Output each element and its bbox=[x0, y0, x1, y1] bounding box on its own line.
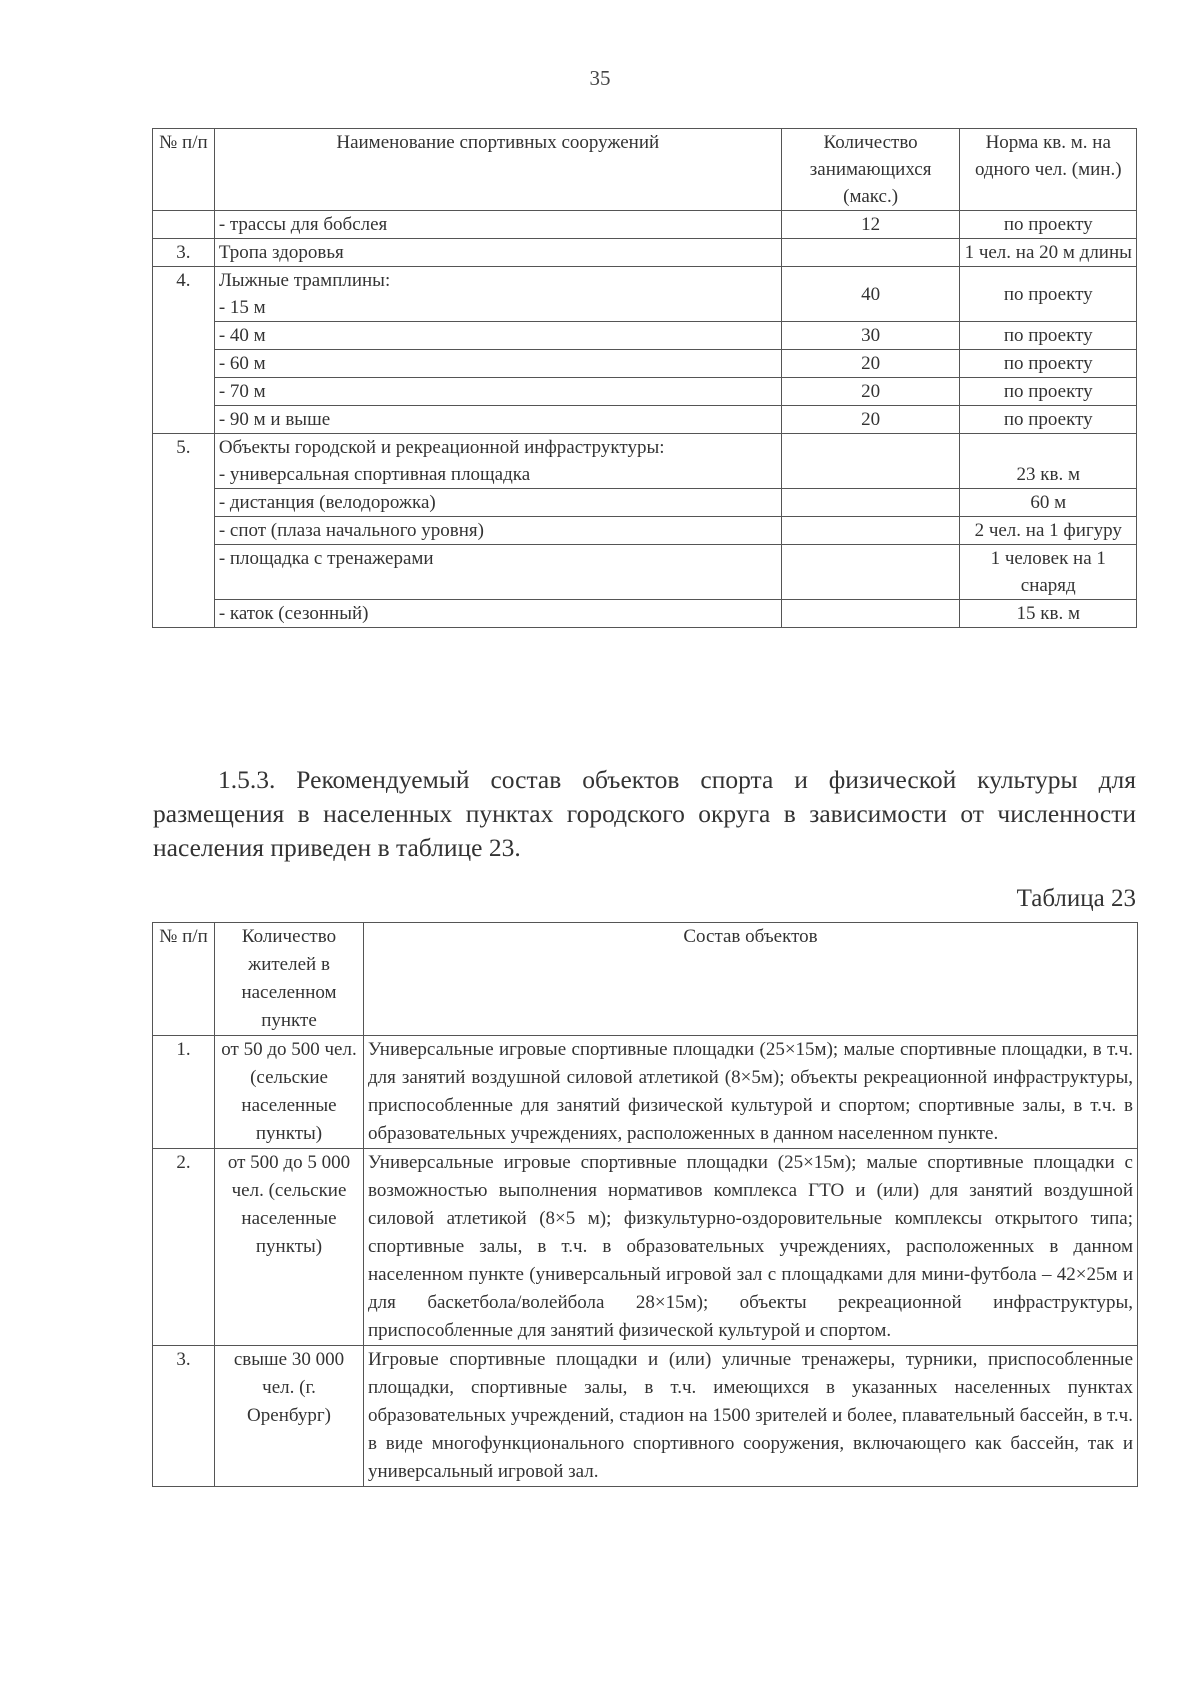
row-num bbox=[153, 211, 215, 239]
row-count: 40 bbox=[781, 267, 960, 322]
table-row bbox=[153, 600, 1137, 628]
header-num: № п/п bbox=[153, 923, 215, 1036]
header-population: Количество жителей в населенном пункте bbox=[215, 923, 364, 1036]
header-composition: Состав объектов bbox=[364, 923, 1138, 1036]
header-name: Наименование спортивных сооружений bbox=[214, 129, 781, 211]
row-name: - 60 м bbox=[214, 350, 781, 378]
row-count bbox=[781, 600, 960, 628]
row-name: - каток (сезонный) bbox=[214, 600, 781, 628]
row-name: - 90 м и выше bbox=[214, 406, 781, 434]
table-caption: Таблица 23 bbox=[1016, 885, 1136, 912]
row-norm: 1 человек на 1 снаряд bbox=[960, 545, 1137, 600]
row-composition: Универсальные игровые спортивные площадки (25×15м); малые спортивные площадки, в т.ч. для занятий воздушной силовой атлетикой (8×5м); объекты рекреационной инфраструктуры, приспособленные для занятий физической культурой и спортом; спортивные залы, в т.ч. в образовательных учреждениях, расположенных в данном населенном пункте. bbox=[364, 1036, 1138, 1149]
row-norm: 23 кв. м bbox=[960, 434, 1137, 489]
row-name: - 40 м bbox=[214, 322, 781, 350]
body-paragraph bbox=[153, 763, 1136, 865]
header-num: № п/п bbox=[153, 129, 215, 211]
row-count: 12 bbox=[781, 211, 960, 239]
row-norm: 60 м bbox=[960, 489, 1137, 517]
table-row bbox=[153, 434, 1137, 489]
row-name-line: - 15 м bbox=[218, 297, 266, 318]
row-count: 20 bbox=[781, 378, 960, 406]
row-count: 20 bbox=[781, 350, 960, 378]
header-norm: Норма кв. м. на одного чел. (мин.) bbox=[960, 129, 1137, 211]
row-composition: Универсальные игровые спортивные площадки (25×15м); малые спортивные площадки с возможностью выполнения нормативов комплекса ГТО и (или) для занятий воздушной силовой атлетикой (8×5 м); физкультурно-оздоровительные комплексы открытого типа; спортивные залы, в т.ч. в образовательных учреждениях, расположенных в данном населенном пункте (универсальный игровой зал с площадками для мини-футбола – 42×25м и для баскетбола/волейбола 28×15м); объекты рекреационной инфраструктуры, приспособленные для занятий физической культурой и спортом. bbox=[364, 1149, 1138, 1346]
row-count bbox=[781, 545, 960, 600]
table-row bbox=[153, 211, 1137, 239]
table-row bbox=[153, 322, 1137, 350]
row-norm: 1 чел. на 20 м длины bbox=[960, 239, 1137, 267]
row-population: от 50 до 500 чел. (сельские населенные пункты) bbox=[215, 1036, 364, 1149]
row-name: Тропа здоровья bbox=[214, 239, 781, 267]
row-name bbox=[214, 434, 781, 489]
row-count: 30 bbox=[781, 322, 960, 350]
row-norm: по проекту bbox=[960, 350, 1137, 378]
table-row bbox=[153, 239, 1137, 267]
row-name: - спот (плаза начального уровня) bbox=[214, 517, 781, 545]
row-num: 3. bbox=[153, 1346, 215, 1487]
table-row bbox=[153, 406, 1137, 434]
row-name-line: Лыжные трамплины: bbox=[218, 270, 391, 291]
row-norm: по проекту bbox=[960, 406, 1137, 434]
paragraph-text: 1.5.3. Рекомендуемый состав объектов спорта и физической культуры для размещения в населенных пунктах городского округа в зависимости от численности населения приведен в таблице 23. bbox=[153, 765, 1136, 862]
table-header-row bbox=[153, 923, 1138, 1036]
sports-facilities-table bbox=[152, 128, 1137, 628]
header-count: Количество занимающихся (макс.) bbox=[781, 129, 960, 211]
row-population: от 500 до 5 000 чел. (сельские населенные пункты) bbox=[215, 1149, 364, 1346]
row-name: - трассы для бобслея bbox=[214, 211, 781, 239]
table-row bbox=[153, 1149, 1138, 1346]
row-count: 20 bbox=[781, 406, 960, 434]
page-number: 35 bbox=[589, 66, 611, 90]
row-norm: по проекту bbox=[960, 211, 1137, 239]
row-num: 1. bbox=[153, 1036, 215, 1149]
row-composition: Игровые спортивные площадки и (или) уличные тренажеры, турники, приспособленные площадки, спортивные залы, в т.ч. имеющихся в указанных населенных пунктах образовательных учреждений, стадион на 1500 зрителей и более, плавательный бассейн, в т.ч. в виде многофункционального спортивного сооружения, включающего как бассейн, так и универсальный игровой зал. bbox=[364, 1346, 1138, 1487]
row-name: - дистанция (велодорожка) bbox=[214, 489, 781, 517]
row-name: - площадка с тренажерами bbox=[214, 545, 781, 600]
table-header-row bbox=[153, 129, 1137, 211]
table-row bbox=[153, 517, 1137, 545]
row-count bbox=[781, 239, 960, 267]
row-num: 2. bbox=[153, 1149, 215, 1346]
row-count bbox=[781, 434, 960, 489]
table-row bbox=[153, 545, 1137, 600]
table-row bbox=[153, 489, 1137, 517]
table-row bbox=[153, 378, 1137, 406]
row-name-line: Объекты городской и рекреационной инфраструктуры: bbox=[218, 437, 665, 458]
table-row bbox=[153, 1346, 1138, 1487]
settlement-sports-table bbox=[152, 922, 1138, 1487]
row-count bbox=[781, 517, 960, 545]
row-norm: по проекту bbox=[960, 322, 1137, 350]
table-row bbox=[153, 267, 1137, 322]
row-norm: 15 кв. м bbox=[960, 600, 1137, 628]
row-name-line: - универсальная спортивная площадка bbox=[218, 464, 531, 485]
row-num: 5. bbox=[153, 434, 215, 628]
row-norm: по проекту bbox=[960, 267, 1137, 322]
row-num: 3. bbox=[153, 239, 215, 267]
row-count bbox=[781, 489, 960, 517]
table-row bbox=[153, 350, 1137, 378]
row-norm: по проекту bbox=[960, 378, 1137, 406]
row-name bbox=[214, 267, 781, 322]
row-name: - 70 м bbox=[214, 378, 781, 406]
row-norm: 2 чел. на 1 фигуру bbox=[960, 517, 1137, 545]
row-num: 4. bbox=[153, 267, 215, 434]
row-population: свыше 30 000 чел. (г. Оренбург) bbox=[215, 1346, 364, 1487]
table-row bbox=[153, 1036, 1138, 1149]
